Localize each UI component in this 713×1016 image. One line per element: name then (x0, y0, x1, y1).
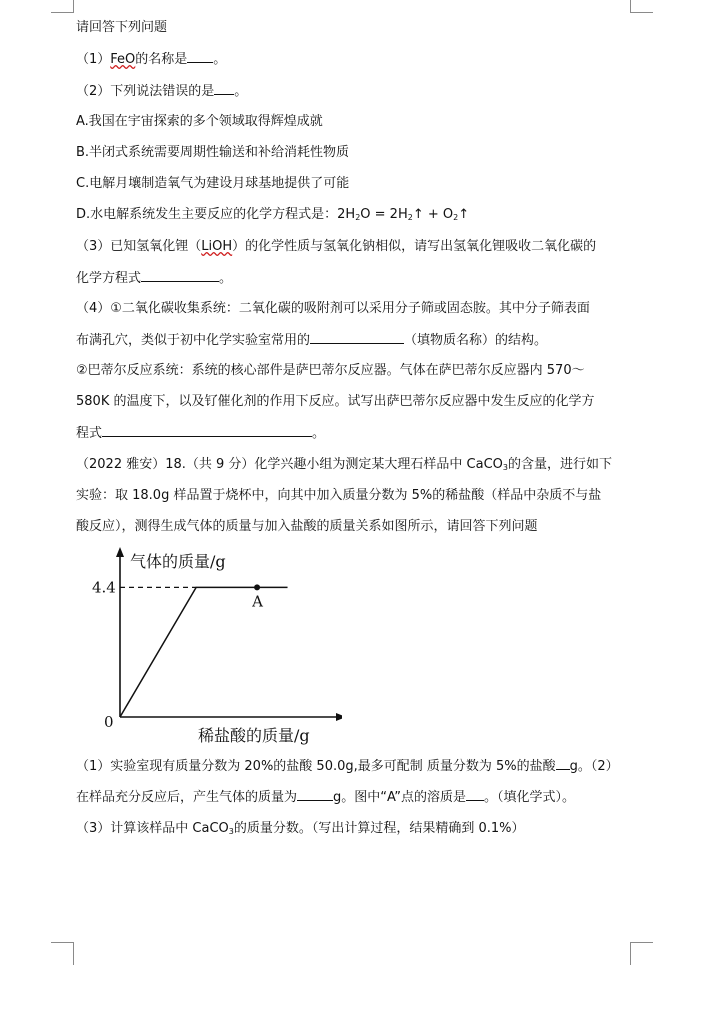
question-3 (76, 238, 596, 256)
chart-axes (116, 547, 342, 721)
problem-text: （2022 雅安）18.（共 9 分）化学兴趣小组为测定某大理石样品中 CaCO (76, 457, 503, 472)
option-d-text: ↑ (458, 207, 470, 222)
sub-question-1 (76, 757, 619, 776)
intro-text: 请回答下列问题 (76, 20, 168, 35)
problem-18-cont (76, 518, 538, 536)
question-4-part2-end (76, 424, 325, 443)
sub-question-3 (76, 820, 525, 841)
q2-end: 。 (234, 84, 248, 99)
q1-end: 。 (213, 52, 227, 67)
q4-text: （4）①二氧化碳收集系统：二氧化碳的吸附剂可以采用分子筛或固态胺。其中分子筛表面 (76, 301, 590, 316)
subscript: 3 (502, 463, 509, 472)
question-intro (76, 19, 167, 37)
x-axis-arrow (336, 713, 342, 721)
problem-text: 的含量，进行如下 (508, 457, 613, 472)
sq3-text: 的质量分数。（写出计算过程，结果精确到 0.1%） (233, 821, 525, 836)
option-d-text: D.水电解系统发生主要反应的化学方程式是：2H (76, 207, 356, 222)
answer-blank[interactable] (102, 424, 312, 437)
sq2-text: g。图中“A”点的溶质是 (333, 790, 467, 805)
q4-text: 580K 的温度下，以及钌催化剂的作用下反应。试写出萨巴蒂尔反应器中发生反应的化学方 (76, 394, 595, 409)
subscript: 3 (228, 827, 234, 836)
q4-text: （填物质名称）的结构。 (404, 333, 548, 348)
sq2-text: 。（填化学式）。 (484, 790, 576, 805)
problem-18 (76, 456, 612, 477)
q1-number: （1） (76, 52, 111, 67)
crop-mark-bottom-left (51, 942, 74, 965)
question-1 (76, 50, 226, 69)
formula-lioh: LiOH (201, 239, 233, 254)
sq1-text: （1）实验室现有质量分数为 20%的盐酸 50.0g,最多可配制 质量分数为 5%的盐酸 (76, 759, 556, 774)
q1-text: 的名称是 (135, 52, 188, 67)
answer-blank[interactable] (556, 757, 570, 770)
q3-text: ）的化学性质与氢氧化钠相似，请写出氢氧化锂吸收二氧化碳的 (232, 239, 597, 254)
answer-blank[interactable] (310, 331, 404, 344)
sq3-text: （3）计算该样品中 CaCO (76, 821, 229, 836)
question-2 (76, 82, 247, 101)
subscript: 2 (453, 213, 459, 222)
crop-mark-bottom-right (630, 942, 653, 965)
problem-text: 实验：取 18.0g 样品置于烧杯中，向其中加入质量分数为 5%的稀盐酸（样品中杂质不与盐 (76, 488, 602, 503)
sub-question-2 (76, 788, 575, 807)
q3-end: 。 (219, 271, 233, 286)
formula-feo: FeO (110, 52, 136, 67)
answer-blank[interactable] (141, 269, 219, 282)
q4-end: 。 (312, 426, 326, 441)
crop-mark-top-right (630, 0, 653, 13)
y-axis-arrow (116, 547, 124, 557)
sq2-text: 在样品充分反应后，产生气体的质量为 (76, 790, 298, 805)
option-b-text: B.半闭式系统需要周期性输送和补给消耗性物质 (76, 145, 350, 160)
question-3-cont (76, 269, 232, 288)
subscript: 2 (407, 213, 413, 222)
answer-blank[interactable] (214, 82, 234, 95)
question-4-part2-cont (76, 393, 594, 411)
q2-text: （2）下列说法错误的是 (76, 84, 215, 99)
y-axis-label: 气体的质量/g (130, 552, 226, 571)
point-a (254, 584, 260, 590)
option-d-text: ↑ + O (412, 207, 454, 222)
q3-text: （3）已知氢氧化锂（ (76, 239, 202, 254)
option-c (76, 175, 349, 193)
gas-mass-chart (92, 545, 342, 750)
question-4-part2 (76, 362, 585, 380)
option-a-text: A.我国在宇宙探索的多个领域取得辉煌成就 (76, 114, 323, 129)
option-a (76, 113, 323, 131)
question-4-cont (76, 331, 547, 350)
question-4 (76, 300, 590, 318)
q4-text: 布满孔穴，类似于初中化学实验室常用的 (76, 333, 311, 348)
q3-text: 化学方程式 (76, 271, 142, 286)
subscript: 2 (355, 213, 361, 222)
crop-mark-top-left (51, 0, 74, 13)
y-tick-label: 4.4 (92, 578, 116, 597)
answer-blank[interactable] (187, 50, 213, 63)
problem-text: 酸反应），测得生成气体的质量与加入盐酸的质量关系如图所示，请回答下列问题 (76, 519, 538, 534)
q4-text: 程式 (76, 426, 103, 441)
problem-18-cont (76, 487, 601, 505)
x-axis-label: 稀盐酸的质量/g (198, 726, 310, 745)
option-d-text: O = 2H (360, 207, 408, 222)
point-a-label: A (252, 592, 263, 611)
q4-text: ②巴蒂尔反应系统：系统的核心部件是萨巴蒂尔反应器。气体在萨巴蒂尔反应器内 570～ (76, 363, 585, 378)
origin-label: 0 (104, 713, 114, 731)
option-d (76, 206, 469, 227)
chart-labels (92, 552, 310, 745)
sq1-text: g。（2） (569, 759, 619, 774)
option-b (76, 144, 349, 162)
answer-blank[interactable] (297, 788, 333, 801)
option-c-text: C.电解月壤制造氧气为建设月球基地提供了可能 (76, 176, 350, 191)
answer-blank[interactable] (466, 788, 484, 801)
